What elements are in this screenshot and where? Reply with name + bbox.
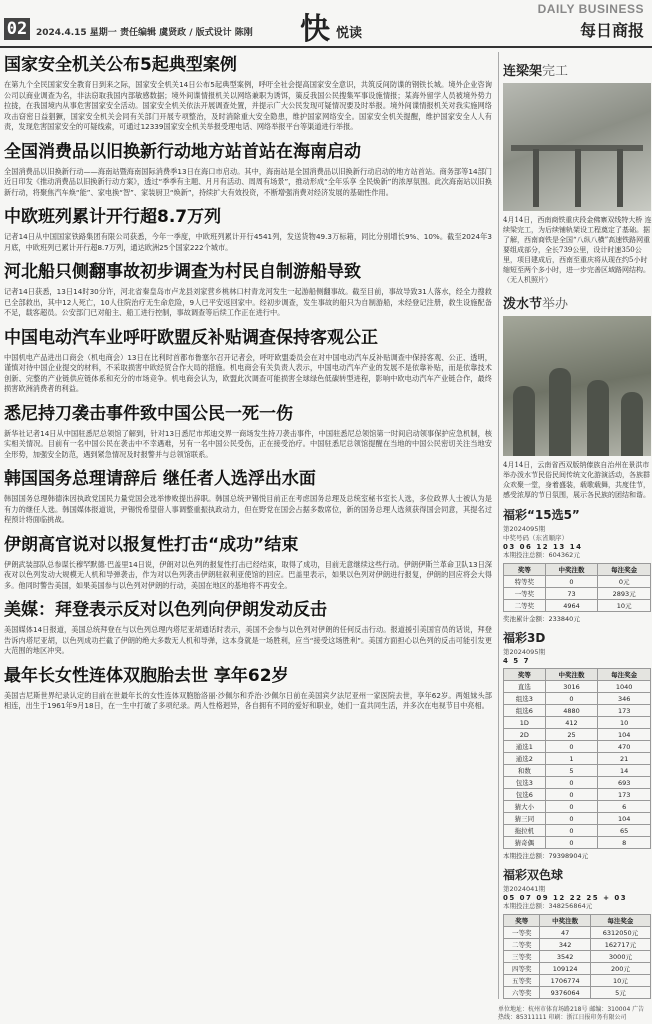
lottery-ssq xyxy=(503,866,652,999)
cell: 173 xyxy=(598,789,651,801)
photo-caption: 4月14日，西南商铁重庆段金佛寨双线特大桥 连续梁完工，为后续铺轨架设工程奠定了基础。据了解，西南商铁是全国“八纵八横”高速铁路网重要组成部分，全长739公里，设计时速350公里，项目建成后，西南至重庆将从现在约5小时缩短至两个多小时，进一步完善区域路网结构。（无人机照片） xyxy=(503,216,652,284)
masthead-brand: 每日商报 xyxy=(579,21,644,40)
article-title[interactable]: 中国电动汽车业呼吁欧盟反补贴调查保持客观公正 xyxy=(4,327,378,348)
table-row xyxy=(504,576,651,588)
article-title[interactable]: 国家安全机关公布5起典型案例 xyxy=(4,55,237,75)
page-number: 02 xyxy=(4,18,30,40)
cell: 8 xyxy=(598,837,651,849)
cell: 0 xyxy=(545,789,598,801)
lottery-table xyxy=(503,668,651,849)
cell: 二等奖 xyxy=(504,939,540,951)
cell: 组选6 xyxy=(504,705,546,717)
lottery-numbers: 05 07 09 12 22 25 + 03 xyxy=(503,894,628,902)
table-row xyxy=(504,729,651,741)
table-row xyxy=(504,813,651,825)
article-body: 新华社记者14日从中国驻悉尼总领馆了解到，针对13日悉尼市邦迪交界一商场发生持刀袭击事件，中国驻悉尼总领馆第一时间启动领事保护应急机制，核实相关情况。目前有一名中国公民在袭击中不幸遇难，另有一名中国公民受伤，正在接受治疗。中国驻悉尼总领馆提醒在当地的中国公民密切关注当地安全形势，加强安全防范，遇到紧急情况及时报警并与总领馆联系。 xyxy=(4,428,492,459)
cell: 5 xyxy=(545,765,598,777)
cell: 一等奖 xyxy=(504,927,540,939)
lottery-note: 本期投注总额：79398904元 xyxy=(503,852,589,860)
cell: 109124 xyxy=(540,963,590,975)
article-title[interactable]: 全国消费品以旧换新行动地方站首站在海南启动 xyxy=(4,141,361,162)
col-header: 每注奖金 xyxy=(590,915,650,927)
cell: 包选3 xyxy=(504,777,546,789)
side-column xyxy=(498,52,652,999)
performer-figure xyxy=(587,380,609,456)
article-title[interactable]: 美媒：拜登表示反对以色列向伊朗发动反击 xyxy=(4,600,327,620)
cell: 47 xyxy=(540,927,590,939)
article-body: 美国吉尼斯世界纪录认定的目前在世最年长的女性连体双胞胎洛丽·沙佩尔和乔治·沙佩尔日前在美国宾夕法尼亚州一家医院去世，享年62岁。两姐妹头部相连，出生于1961年9月18日，在一生中打破了多项纪录。两人性格迥异，各自拥有不同的爱好和职业，她们一直共同生活，并多次在电视节目中亮相。 xyxy=(4,690,492,710)
cell: 0 xyxy=(545,813,598,825)
table-row xyxy=(504,588,651,600)
col-header: 每注奖金 xyxy=(598,669,651,681)
cell: 25 xyxy=(545,729,598,741)
cell: 14 xyxy=(598,765,651,777)
cell: 0 xyxy=(545,741,598,753)
table-row xyxy=(504,927,651,939)
article xyxy=(4,206,492,253)
col-header: 奖等 xyxy=(504,915,540,927)
cell: 173 xyxy=(598,705,651,717)
performer-figure xyxy=(621,392,643,456)
cell: 162717元 xyxy=(590,939,650,951)
cell: 104 xyxy=(598,813,651,825)
cell: 0 xyxy=(545,777,598,789)
bridge-pier xyxy=(533,149,539,207)
cell: 73 xyxy=(545,588,598,600)
col-header: 每注奖金 xyxy=(598,564,651,576)
lottery-sales: 本期投注总额：348256864元 xyxy=(503,902,593,910)
article-body: 在第九个全民国家安全教育日到来之际，国家安全机关14日公布5起典型案例，呼吁全社会提高国家安全意识，共筑反间防谍的钢铁长城。境外企业咨询公司以商业调查为名，非法窃取我国内部敏感数据；境外间谍情报机关以网络兼职为诱饵，策反我国公民搜集军事设施情报；某海外留学人员被境外势力拉拢，在我国境内从事危害国家安全活动。国家安全机关依法开展调查处置，并提示广大公民发现可疑情况要及时举报。境外间谍情报机关对我实施网络攻击窃密日益猖獗，国家安全机关会同有关部门开展专项整治，及时消除重大安全隐患，维护国家网络安全。国家安全机关提醒，维护国家安全人人有责，发现危害国家安全的可疑线索，可通过12339国家安全机关举报受理电话、网络举报平台等渠道进行举报。 xyxy=(4,80,492,131)
cell: 六等奖 xyxy=(504,987,540,999)
lottery-title: 福彩3D xyxy=(503,631,546,645)
table-row xyxy=(504,765,651,777)
cell: 通选2 xyxy=(504,753,546,765)
cell: 直选 xyxy=(504,681,546,693)
cell: 0 xyxy=(545,576,598,588)
cell: 10元 xyxy=(590,975,650,987)
lottery-title: 福彩双色球 xyxy=(503,868,564,882)
article xyxy=(4,261,492,319)
table-row xyxy=(504,717,651,729)
lottery-issue: 第2024041期 xyxy=(503,885,545,893)
article-title[interactable]: 中欧班列累计开行超8.7万列 xyxy=(4,207,222,227)
article-body: 记者14日从中国国家铁路集团有限公司获悉，今年一季度，中欧班列累计开行4541列，发送货物49.3万标箱，同比分别增长9%、10%。截至2024年3月底，中欧班列已累计开行超8.7万列，通达欧洲25个国家222个城市。 xyxy=(4,232,492,252)
cell: 412 xyxy=(545,717,598,729)
bridge-pier xyxy=(617,149,623,207)
article-title[interactable]: 河北船只侧翻事故初步调查为村民自制游船导致 xyxy=(4,262,361,282)
issue-info: 2024.4.15 星期一 责任编辑 虞贤政 / 版式设计 陈刚 xyxy=(36,28,253,38)
cell: 5元 xyxy=(590,987,650,999)
article-body: 中国机电产品进出口商会（机电商会）13日在比利时首都布鲁塞尔召开记者会，呼吁欧盟委员会在对中国电动汽车反补贴调查中保持客观、公正、透明，谨慎对待中国企业提交的材料，不采取损害中欧经贸合作大局的措施。机电商会有关负责人表示，中国电动汽车产业的发展不是依靠补贴，而是依靠技术创新、完整的产业链供应链体系和充分的市场竞争。机电商会认为，欧盟此次调查可能损害全球绿色低碳转型进程，影响中欧电动汽车产业链合作，最终损害欧洲消费者的利益。 xyxy=(4,352,492,393)
cell: 0 xyxy=(545,801,598,813)
photo-heading xyxy=(503,60,652,79)
table-row xyxy=(504,951,651,963)
lottery-3d xyxy=(503,629,652,860)
article-body: 伊朗武装部队总参谋长穆罕默德·巴盖里14日说，伊朗对以色列的报复性打击已经结束，取得了成功，目前无意继续这些行动。伊朗伊斯兰革命卫队13日深夜对以色列发动大规模无人机和导弹袭击，作为对以色列袭击伊朗驻叙利亚使馆的回应。巴盖里表示，如果以色列对伊朗进行报复，伊朗的回应将会大得多。他同时警告美国，如果美国参与以色列对伊朗的行动，美国在地区的基地将不再安全。 xyxy=(4,559,492,590)
table-row xyxy=(504,963,651,975)
article xyxy=(4,468,492,526)
cell: 21 xyxy=(598,753,651,765)
article xyxy=(4,403,492,461)
lottery-title: 福彩“15选5” xyxy=(503,508,580,522)
main-column xyxy=(4,52,492,720)
table-row xyxy=(504,801,651,813)
table-row xyxy=(504,753,651,765)
table-row xyxy=(504,837,651,849)
lottery-numbers: 4 5 7 xyxy=(503,657,530,665)
lottery-15x5 xyxy=(503,506,652,623)
article-title[interactable]: 悉尼持刀袭击事件致中国公民一死一伤 xyxy=(4,403,293,424)
photo-heading xyxy=(503,293,652,312)
cell: 五等奖 xyxy=(504,975,540,987)
article-body: 韩国国务总理韩德洙因执政党国民力量党国会选举惨败提出辞职。韩国总统尹锡悦目前正在考虑国务总理及总统室秘书室长人选，多位政界人士被认为是有力的继任人选。韩国媒体报道说，尹锡悦希望借人事调整重振执政动力，但在野党在国会占据多数席位，新的国务总理人选须获得国会同意，其提名过程预计将面临挑战。 xyxy=(4,494,492,524)
lottery-table xyxy=(503,563,651,612)
cell: 65 xyxy=(598,825,651,837)
cell: 特等奖 xyxy=(504,576,546,588)
cell: 0 xyxy=(545,837,598,849)
cell: 693 xyxy=(598,777,651,789)
lottery-sales: 本期投注总额：604362元 xyxy=(503,551,580,559)
cell: 包选6 xyxy=(504,789,546,801)
bridge-photo[interactable] xyxy=(503,83,651,211)
cell: 2893元 xyxy=(598,588,651,600)
table-row xyxy=(504,825,651,837)
lottery-meta: 中奖号码（东省顺序） xyxy=(503,534,568,542)
cell: 6 xyxy=(598,801,651,813)
cell: 104 xyxy=(598,729,651,741)
cell: 10元 xyxy=(598,600,651,612)
photo-heading-sub: 完工 xyxy=(542,64,569,79)
article xyxy=(4,141,492,199)
table-row xyxy=(504,600,651,612)
col-header: 中奖注数 xyxy=(545,564,598,576)
article-body: 美国媒体14日报道，美国总统拜登在与以色列总理内塔尼亚胡通话时表示，美国不会参与以色列对伊朗的任何反击行动。报道援引美国官员的话说，拜登告诉内塔尼亚胡，以色列成功拦截了伊朗的绝大多数无人机和导弹，这本身就是一场胜利，应当“接受这场胜利”。美国方面担心以色列的反击可能引发更大范围的地区冲突。 xyxy=(4,625,492,655)
lottery-issue: 第2024095期 xyxy=(503,648,545,656)
cell: 2D xyxy=(504,729,546,741)
masthead-english: DAILY BUSINESS xyxy=(537,2,644,16)
article xyxy=(4,327,492,395)
cell: 4964 xyxy=(545,600,598,612)
cell: 1706774 xyxy=(540,975,590,987)
cell: 猜三同 xyxy=(504,813,546,825)
cell: 1D xyxy=(504,717,546,729)
cell: 200元 xyxy=(590,963,650,975)
cell: 一等奖 xyxy=(504,588,546,600)
cell: 4880 xyxy=(545,705,598,717)
article xyxy=(4,534,492,592)
table-row xyxy=(504,705,651,717)
cell: 通选1 xyxy=(504,741,546,753)
cell: 470 xyxy=(598,741,651,753)
photo-heading-main: 连梁架 xyxy=(503,64,543,79)
col-header: 奖等 xyxy=(504,669,546,681)
cell: 346 xyxy=(598,693,651,705)
article-body: 全国消费品以旧换新行动——海南站暨海南国际消费季13日在海口市启动。其中，海南站是全国消费品以旧换新行动启动的地方站首站。商务部等14部门近日印发《推动消费品以旧换新行动方案》，透过“季季有主题、月月有活动、周周有场景”，推动形成“全年乐享 全民焕新”的浓厚氛围。此次海南站以旧换新行动，将聚焦汽车焕“能”、家电换“智”、家装厨卫“焕新”，持续扩大有效投资，不断增强消费对经济发展的基础性作用。 xyxy=(4,166,492,197)
lottery-table xyxy=(503,914,651,999)
table-row xyxy=(504,741,651,753)
table-row xyxy=(504,975,651,987)
cell: 0 xyxy=(545,693,598,705)
lottery-note: 奖池累计金额：233840元 xyxy=(503,615,580,623)
cell: 0元 xyxy=(598,576,651,588)
cell: 三等奖 xyxy=(504,951,540,963)
cell: 四等奖 xyxy=(504,963,540,975)
cell: 拖拉机 xyxy=(504,825,546,837)
cell: 3000元 xyxy=(590,951,650,963)
photo-heading-sub: 举办 xyxy=(542,297,569,312)
cell: 9376064 xyxy=(540,987,590,999)
cell: 1040 xyxy=(598,681,651,693)
article xyxy=(4,599,492,657)
table-row xyxy=(504,939,651,951)
page-footer: 单位地址：杭州市体育场路218号 邮编：310004 广告热线：85311111 印刷：浙江日报印务有限公司 xyxy=(498,1006,645,1021)
cell: 6312050元 xyxy=(590,927,650,939)
table-row xyxy=(504,693,651,705)
cell: 342 xyxy=(540,939,590,951)
col-header: 中奖注数 xyxy=(545,669,598,681)
section-mark: 快 xyxy=(300,12,330,47)
lottery-numbers: 03 06 12 13 14 xyxy=(503,543,583,551)
performer-figure xyxy=(513,386,535,456)
bridge-pier xyxy=(575,149,581,207)
cell: 猜大小 xyxy=(504,801,546,813)
cell: 和数 xyxy=(504,765,546,777)
article-title[interactable]: 韩国国务总理请辞后 继任者人选浮出水面 xyxy=(4,469,316,489)
cell: 组选3 xyxy=(504,693,546,705)
photo-caption: 4月14日，云南省西双版纳傣族自治州在景洪市举办泼水节民俗民间传统文化游演活动，各族群众欢聚一堂，身着盛装，载歌载舞，共度佳节，感受浓厚的节日氛围，展示各民族的团结和谐。 xyxy=(503,461,650,499)
page-header xyxy=(0,0,652,48)
performer-figure xyxy=(549,368,571,456)
cell: 3016 xyxy=(545,681,598,693)
cell: 猜奇偶 xyxy=(504,837,546,849)
cell: 3542 xyxy=(540,951,590,963)
article-title[interactable]: 最年长女性连体双胞胎去世 享年62岁 xyxy=(4,665,289,686)
table-row xyxy=(504,789,651,801)
section-name: 悦读 xyxy=(336,26,363,41)
table-row xyxy=(504,987,651,999)
col-header: 奖等 xyxy=(504,564,546,576)
article-title[interactable]: 伊朗高官说对以报复性打击“成功”结束 xyxy=(4,534,299,555)
cell: 0 xyxy=(545,825,598,837)
col-header: 中奖注数 xyxy=(540,915,590,927)
article xyxy=(4,54,492,133)
lottery-issue: 第2024095期 xyxy=(503,525,545,533)
festival-photo[interactable] xyxy=(503,316,651,456)
article xyxy=(4,665,492,712)
cell: 二等奖 xyxy=(504,600,546,612)
photo-heading-main: 泼水节 xyxy=(503,297,543,312)
cell: 10 xyxy=(598,717,651,729)
cell: 1 xyxy=(545,753,598,765)
table-row xyxy=(504,777,651,789)
article-body: 记者14日获悉，13日14时30分许，河北省秦皇岛市卢龙县刘家营乡桃林口村青龙河发生一起游船侧翻事故。截至目前，事故导致31人落水，经全力搜救已全部救出，其中12人死亡，10人住院治疗无生命危险，9人已平安返回家中。经初步调查，发生事故的船只为自制游船，未经登记注册，救生设施配备不足，载客超员。公安部门已对船主、船工进行控制，事故调查等后续工作正在进行中。 xyxy=(4,287,492,317)
table-row xyxy=(504,681,651,693)
